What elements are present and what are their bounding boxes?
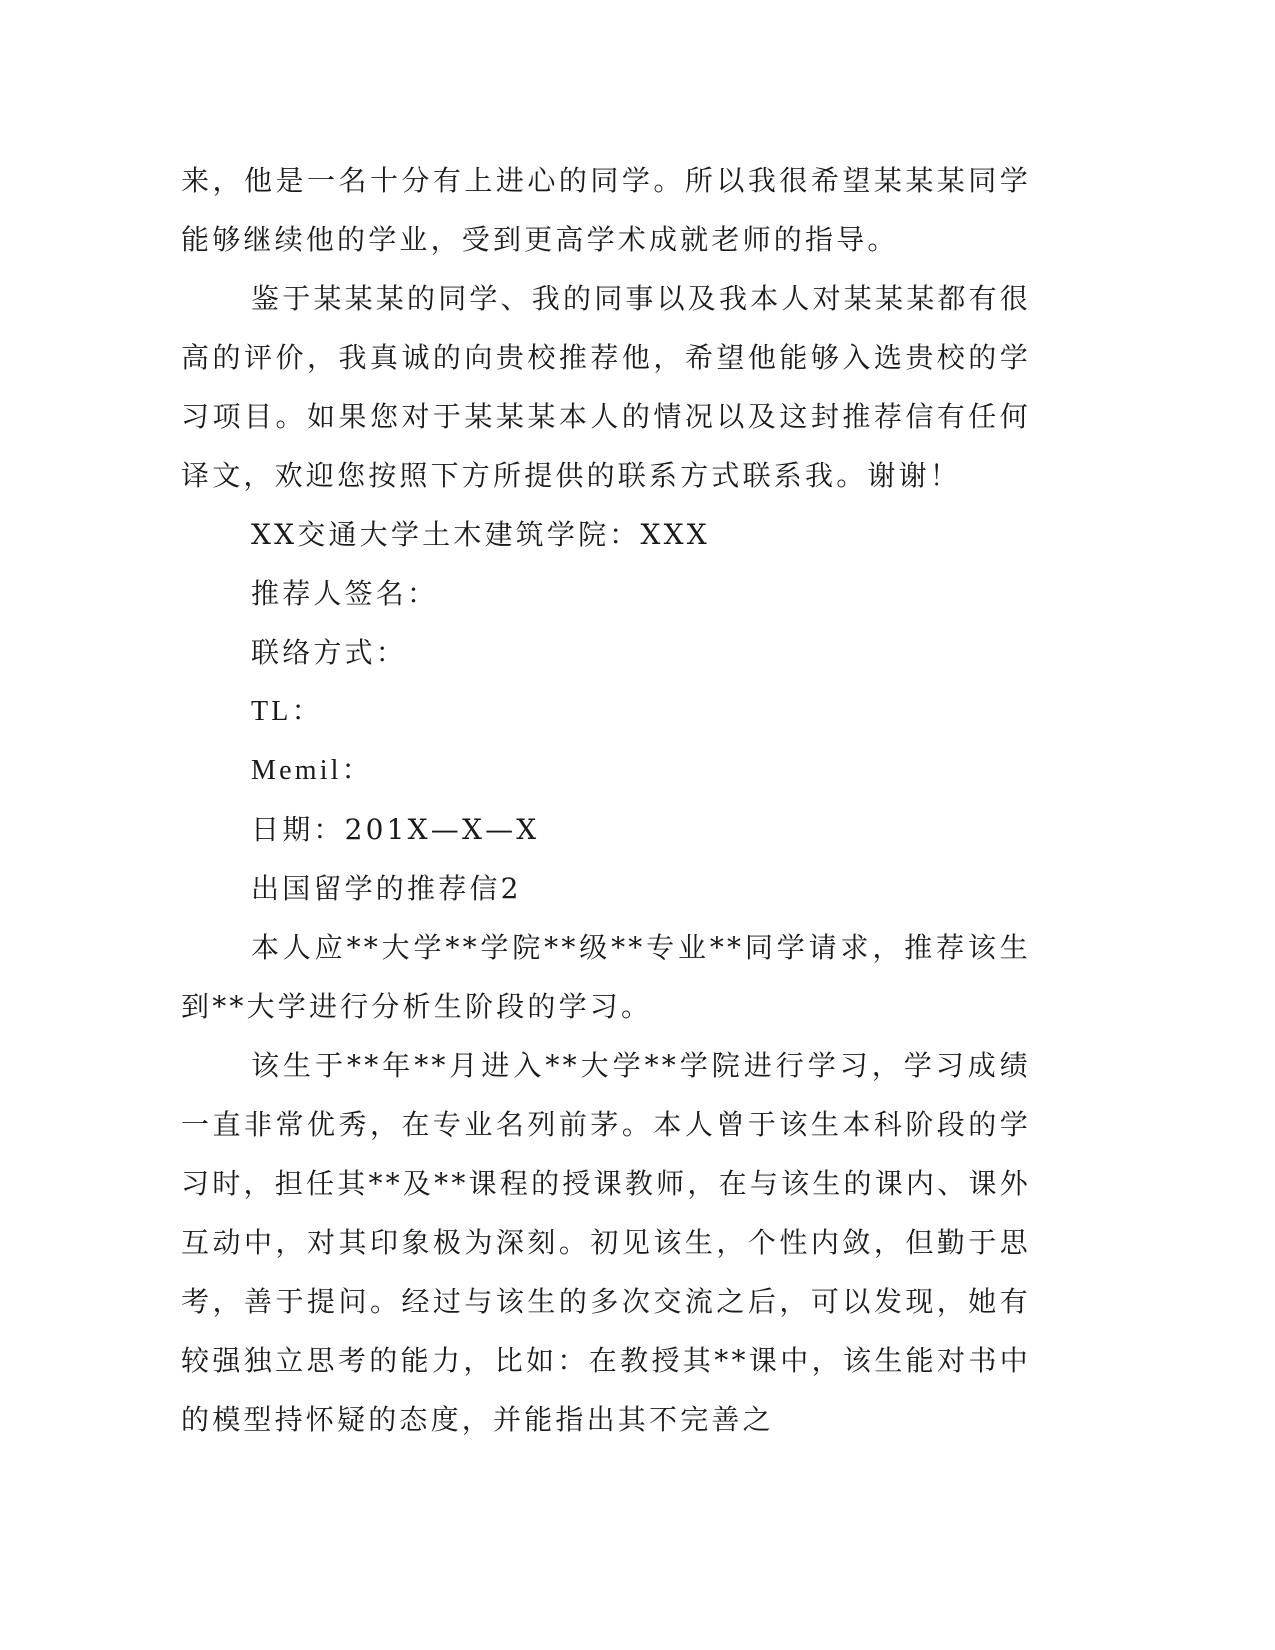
signature-label: 推荐人签名： bbox=[251, 577, 439, 610]
date-line: 日期：201X—X—X bbox=[251, 813, 540, 846]
signature-institution: XX交通大学土木建筑学院：XXX bbox=[251, 518, 710, 551]
paragraph-student-description: 该生于**年**月进入**大学**学院进行学习，学习成绩一直非常优秀，在专业名列前茅。本人曾于该生本科阶段的学习时，担任其**及**课程的授课教师，在与该生的课内、课外互动中，对其印象极为深刻。初见该生，个性内敛，但勤于思考，善于提问。经过与该生的多次交流之后，可以发现，她有较强独立思考的能力，比如：在教授其**课中，该生能对书中的模型持怀疑的态度，并能指出其不完善之 bbox=[181, 1049, 1031, 1436]
document-page bbox=[181, 151, 1031, 1449]
contact-label: 联络方式： bbox=[251, 636, 408, 669]
paragraph-request: 本人应**大学**学院**级**专业**同学请求，推荐该生到**大学进行分析生阶段的学习。 bbox=[181, 931, 1031, 1023]
paragraph-recommendation-closing: 鉴于某某某的同学、我的同事以及我本人对某某某都有很高的评价，我真诚的向贵校推荐他，希望他能够入选贵校的学习项目。如果您对于某某某本人的情况以及这封推荐信有任何译文，欢迎您按照下方所提供的联系方式联系我。谢谢！ bbox=[181, 282, 1032, 492]
section-heading: 出国留学的推荐信2 bbox=[251, 872, 522, 905]
paragraph-continuation: 来，他是一名十分有上进心的同学。所以我很希望某某某同学能够继续他的学业，受到更高学术成就老师的指导。 bbox=[181, 164, 1031, 256]
phone-label: TL： bbox=[251, 696, 323, 727]
email-label: Memil： bbox=[251, 755, 373, 786]
